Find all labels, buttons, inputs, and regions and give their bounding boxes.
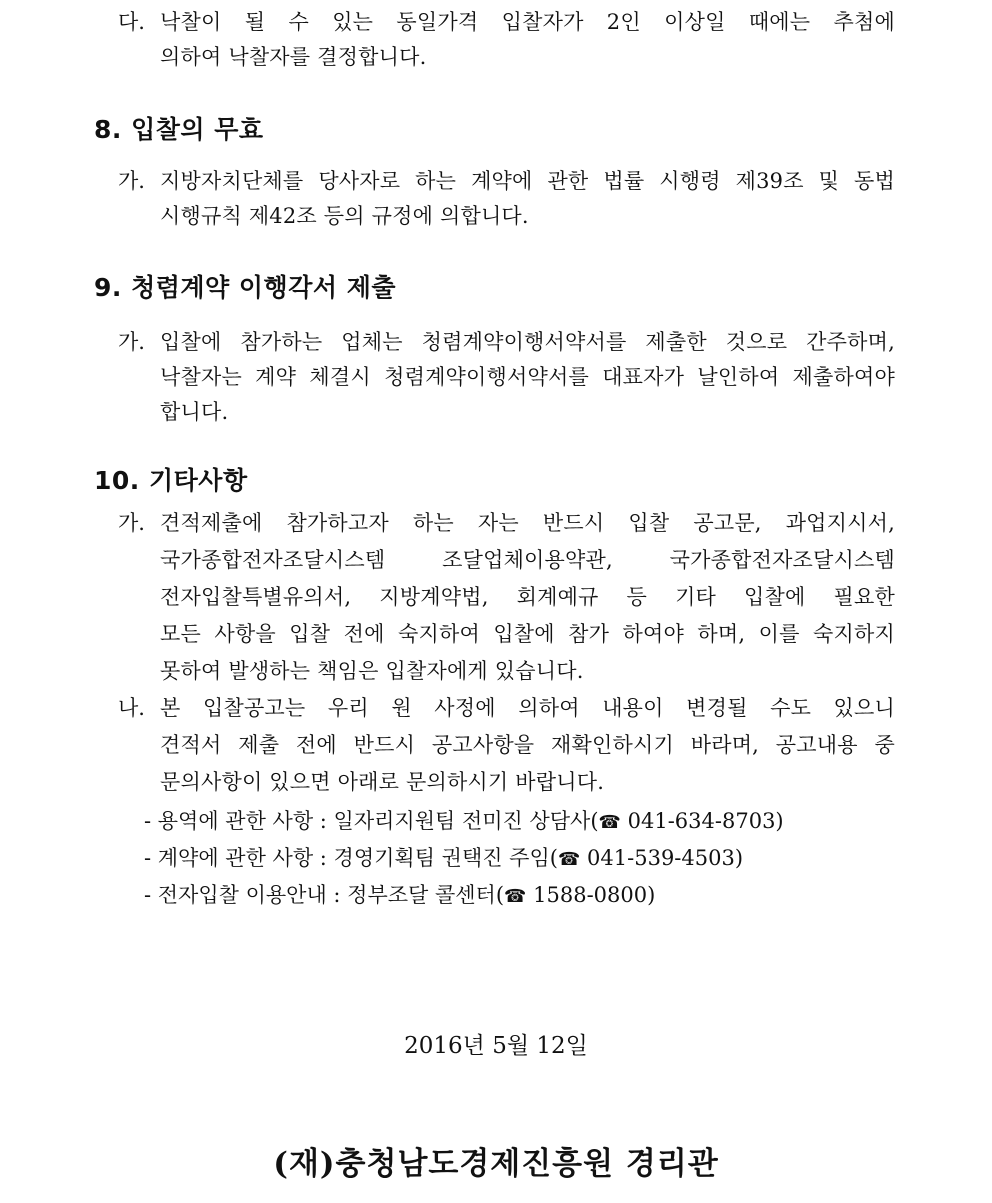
contact-label: - 계약에 관한 사항 : 경영기획팀 권택진 주임( — [144, 846, 558, 870]
item-text-line: 본 입찰공고는 우리 원 사정에 의하여 내용이 변경될 수도 있으니 — [160, 696, 895, 720]
item-text-line: 국가종합전자조달시스템 조달업체이용약관, 국가종합전자조달시스템 — [160, 548, 895, 572]
item-text-line: 견적서 제출 전에 반드시 공고사항을 재확인하시기 바라며, 공고내용 중 — [160, 733, 895, 757]
item-text-line: 의하여 낙찰자를 결정합니다. — [160, 45, 427, 69]
item-text-line: 못하여 발생하는 책임은 입찰자에게 있습니다. — [160, 659, 584, 683]
section-heading: 10. 기타사항 — [94, 466, 248, 495]
item-marker: 가. — [118, 511, 145, 535]
item-marker: 가. — [118, 330, 145, 354]
item-text-line: 합니다. — [160, 400, 229, 424]
item-text-line: 문의사항이 있으면 아래로 문의하시기 바랍니다. — [160, 770, 605, 794]
document-date: 2016년 5월 12일 — [404, 1033, 588, 1059]
section-heading: 8. 입찰의 무효 — [94, 115, 264, 144]
contact-number: 041-634-8703) — [620, 809, 784, 833]
item-text-line: 모든 사항을 입찰 전에 숙지하여 입찰에 참가 하여야 하며, 이를 숙지하지 — [160, 622, 895, 646]
contact-number: 041-539-4503) — [580, 846, 744, 870]
item-text-line: 낙찰자는 계약 체결시 청렴계약이행서약서를 대표자가 날인하여 제출하여야 — [160, 365, 895, 389]
phone-icon: ☎ — [504, 886, 527, 907]
contact-line — [144, 845, 743, 873]
item-marker: 다. — [118, 10, 145, 34]
item-text-line: 전자입찰특별유의서, 지방계약법, 회계예규 등 기타 입찰에 필요한 — [160, 585, 895, 609]
contact-line — [144, 808, 784, 836]
contact-line — [144, 882, 655, 910]
item-marker: 가. — [118, 169, 145, 193]
item-text-line: 견적제출에 참가하고자 하는 자는 반드시 입찰 공고문, 과업지시서, — [160, 511, 895, 535]
item-marker: 나. — [118, 696, 145, 720]
section-heading: 9. 청렴계약 이행각서 제출 — [94, 273, 397, 302]
phone-icon: ☎ — [598, 812, 621, 833]
contact-number: 1588-0800) — [526, 883, 656, 907]
item-text-line: 낙찰이 될 수 있는 동일가격 입찰자가 2인 이상일 때에는 추첨에 — [160, 10, 895, 34]
contact-label: - 용역에 관한 사항 : 일자리지원팀 전미진 상담사( — [144, 809, 599, 833]
item-text-line: 지방자치단체를 당사자로 하는 계약에 관한 법률 시행령 제39조 및 동법 — [160, 169, 895, 193]
item-text-line: 입찰에 참가하는 업체는 청렴계약이행서약서를 제출한 것으로 간주하며, — [160, 330, 895, 354]
contact-label: - 전자입찰 이용안내 : 정부조달 콜센터( — [144, 883, 505, 907]
phone-icon: ☎ — [557, 849, 581, 870]
item-text-line: 시행규칙 제42조 등의 규정에 의합니다. — [160, 204, 529, 228]
issuing-organization: (재)충청남도경제진흥원 경리관 — [273, 1146, 719, 1182]
